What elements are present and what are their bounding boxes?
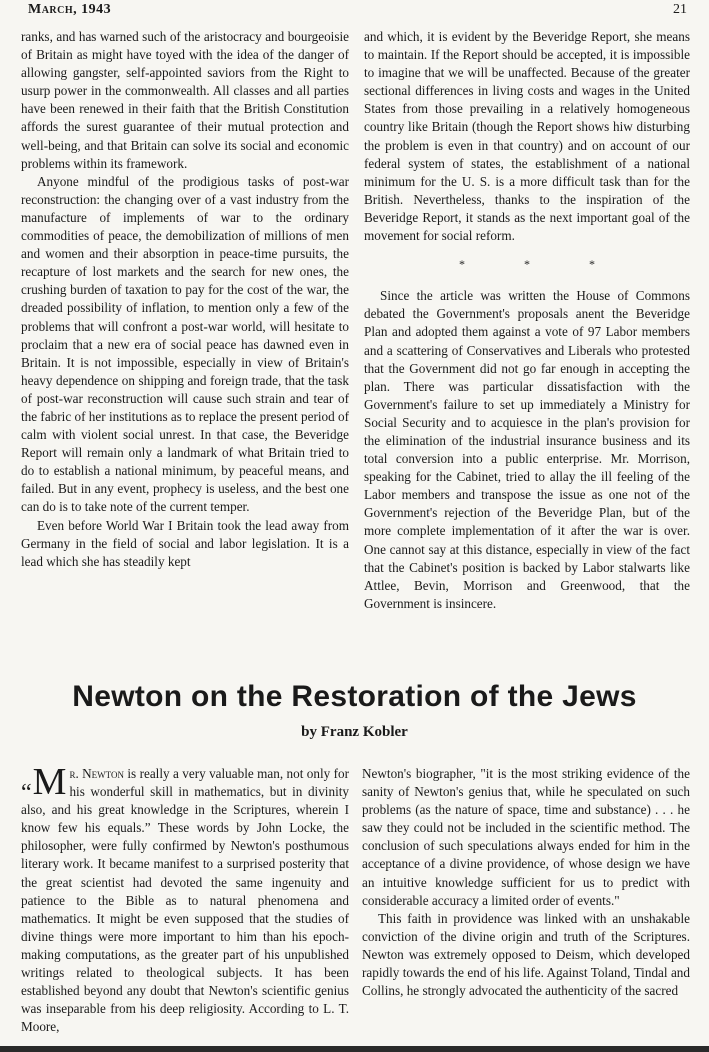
drop-cap-letter: M bbox=[32, 761, 67, 803]
section-separator: * * * bbox=[459, 257, 623, 272]
paragraph-text: is really a very valuable man, not only for his wonderful skill in mathematics, but in divinity also, and his great knowledge in the Scriptures, wherein I know few his equals.” These words by John Locke, the philosopher, were fully confirmed by Newton's posthumous literary work. It became manifest to a surprised posterity that the great scientist had devoted the same ingenuity and patience to the Bible as to natural phenomena and mathematics. It might be even supposed that the studies of divine things were more important to him than his epoch-making computations, as the greater part of his unpublished writings related to theological subjects. It has been established beyond any doubt that Newton's scientific genius was inseparable from his deep religiosity. According to L. T. Moore, bbox=[21, 766, 349, 1035]
page-number: 21 bbox=[673, 2, 687, 17]
paragraph: Since the article was written the House of Commons debated the Government's proposals anent the Beveridge Plan and adopted them against a vote of 97 Labor members and a scattering of Conservatives and Liberals who protested that the Government did not go far enough in accepting the plan. There was particular dissatisfaction with the Government's failure to set up immediately a Ministry for Social Security and to acquiesce in the plan's provision for the elimination of the industrial insurance business and its total conversion into a public enterprise. Mr. Morrison, speaking for the Cabinet, tried to allay the ill feeling of the Labor members and transpose the issue as one not of the Government's rejection of the Beveridge Plan, but of the more complete implementation of it after the war is over. One cannot say at this distance, especially in view of the fact that the Cabinet's position is backed by Labor stalwarts like Attlee, Bevin, Morrison and Greenwood, that the Government is insincere. bbox=[364, 288, 690, 611]
running-header bbox=[28, 0, 687, 20]
drop-cap bbox=[21, 761, 67, 806]
header-month: March, 1943 bbox=[28, 2, 112, 17]
open-quote: “ bbox=[21, 780, 32, 806]
paragraph: This faith in providence was linked with an unshakable conviction of the divine origin and truth of the Scriptures. Newton was extremely opposed to Deism, which developed rapidly towards the end of his life. Against Toland, Tindal and Collins, he strongly advocated the authenticity of the sacred bbox=[362, 910, 690, 999]
paragraph: Even before World War I Britain took the lead away from Germany in the field of social and labor legislation. It is a lead which she has steadily kept bbox=[21, 517, 349, 569]
lead-in: r. Newton bbox=[69, 766, 124, 781]
opening-paragraph bbox=[21, 761, 349, 1036]
lower-left-column bbox=[21, 761, 349, 1036]
upper-right-column bbox=[364, 28, 690, 613]
lower-right-column bbox=[362, 765, 690, 1000]
article-title: Newton on the Restoration of the Jews bbox=[72, 680, 637, 713]
article-byline: by Franz Kobler bbox=[301, 724, 408, 740]
paragraph: Anyone mindful of the prodigious tasks of post-war reconstruction: the changing over of a vast industry from the manufacture of implements of war to the ordinary commodities of peace, the demobilization of millions of men and women and their absorption in peace-time pursuits, the recapture of lost markets and the search for new ones, the crushing burden of taxation to pay for the cost of the war, the dreaded possibility of inflation, to mention only a few of the problems that will confront a post-war world, will hesitate to proclaim that a new era of social peace has dawned even in Britain. It is not impossible, especially in view of Britain's heavy dependence on shipping and foreign trade, that the task of post-war reconstruction will cause such strain and tear of the fabric of her institutions as to replace the present period of calm with violent social unrest. In that case, the Beveridge Report will remain only a landmark of what Britain tried to do to establish a national minimum, by peaceful means, and failed. But in any event, prophecy is useless, and the best one can do is to take note of the current temper. bbox=[21, 173, 349, 515]
paragraph: ranks, and has warned such of the aristocracy and bourgeoisie of Britain as might have toyed with the idea of the danger of allowing gangster, self-appointed saviors from the Right to usurp power in the commonwealth. All classes and all parties have been renewed in their faith that the British Constitution affords the surest guarantee of their mutual protection and well-being, and that Britain can solve its social and economic problems within its framework. bbox=[21, 29, 349, 171]
bottom-scan-edge bbox=[0, 1046, 709, 1052]
upper-left-column bbox=[21, 28, 349, 571]
paragraph: Newton's biographer, "it is the most striking evidence of the sanity of Newton's genius that, while he speculated on such problems (as the nature of space, time and substance) . . . he saw they could not be included in the scientific method. The conclusion of such speculations always ended for him in the acceptance of a divine providence, of whose design we have an intuitive knowledge sufficient for us to predict with considerable accuracy a limited order of events." bbox=[362, 766, 690, 908]
paragraph: and which, it is evident by the Beveridge Report, she means to maintain. If the Report should be accepted, it is impossible to imagine that we will be unaffected. Because of the greater sectional differences in living costs and wages in the United States from those prevailing in a relatively homogeneous country like Britain (though the Report shows hiw disturbing the problem is even in that country) and on account of our federal system of states, the establishment of a national minimum for the U. S. is a more difficult task than for the British. Nevertheless, thanks to the inspiration of the Beveridge Report, it stands as the next important goal of the movement for social reform. bbox=[364, 29, 690, 244]
